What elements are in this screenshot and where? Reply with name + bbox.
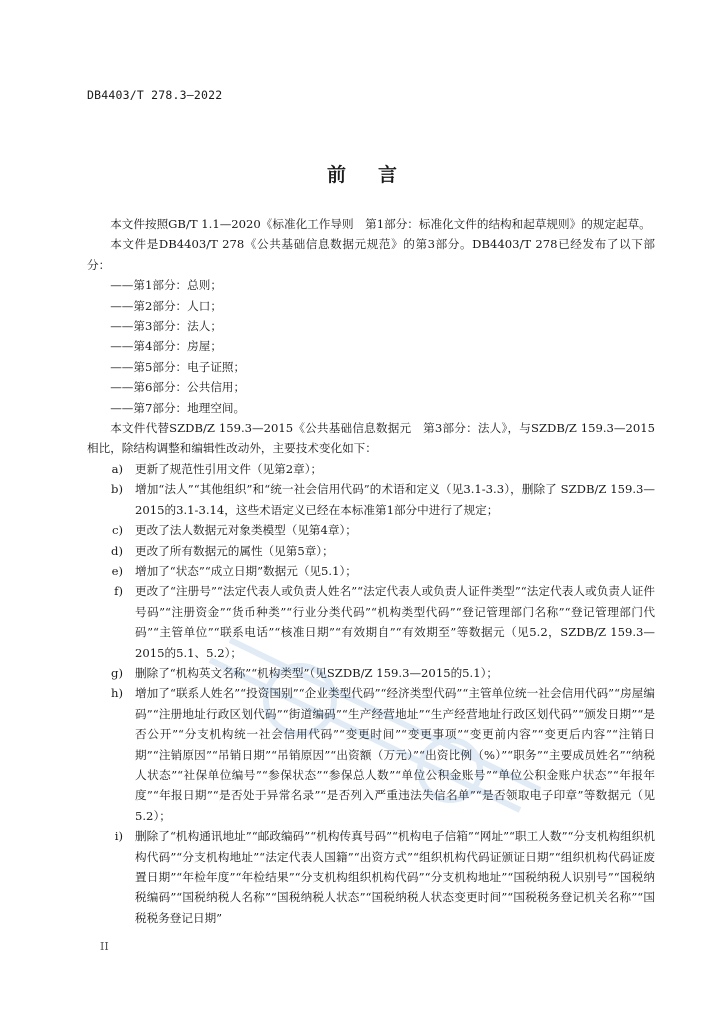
list-item: ——第7部分：地理空间。 bbox=[110, 400, 246, 415]
change-item bbox=[87, 663, 655, 683]
change-item bbox=[87, 581, 655, 663]
change-text: 更改了所有数据元的属性（见第5章）； bbox=[135, 543, 334, 558]
change-text: 删除了“机构通讯地址”“邮政编码”“机构传真号码”“机构电子信箱”“网址”“职工人数”“分支机构组织机构代码”“分支机构地址”“法定代表人国籍”“出资方式”“组织机构代码证颁证日期”“组织机构代码证废置日期”“年检年度”“年检结果”“分支机构组织机构代码”“分支机构地址”“国税纳税人识别号”“国税纳税编码”“国税纳税人名称”“国税纳税人状态”“国税纳税人状态变更时间”“国税税务登记机关名称”“国税税务登记日期” bbox=[135, 829, 655, 925]
change-item bbox=[87, 520, 655, 540]
list-item: ——第2部分：人口； bbox=[110, 298, 222, 313]
list-item: ——第6部分：公共信用； bbox=[110, 380, 246, 395]
change-text: 更改了法人数据元对象类模型（见第4章）； bbox=[135, 523, 357, 538]
change-item bbox=[87, 826, 655, 928]
document-id: DB4403/T 278.3—2022 bbox=[87, 88, 223, 102]
change-text: 增加“法人”“其他组织”和“统一社会信用代码”的术语和定义（见3.1-3.3），删除了 SZDB/Z 159.3—2015的3.1-3.14，这些术语定义已经在本标准第1部分中进行了规定； bbox=[135, 482, 655, 517]
change-item bbox=[87, 479, 655, 520]
change-item bbox=[87, 459, 655, 479]
change-label: f) bbox=[114, 584, 123, 599]
change-label: b) bbox=[111, 482, 123, 497]
change-label: d) bbox=[111, 543, 123, 558]
change-label: h) bbox=[111, 686, 123, 701]
page-title: 前言 bbox=[326, 164, 429, 186]
change-text: 更新了规范性引用文件（见第2章）； bbox=[135, 461, 323, 476]
change-item bbox=[87, 683, 655, 826]
change-item bbox=[87, 561, 655, 581]
change-label: i) bbox=[114, 829, 123, 844]
list-item: ——第3部分：法人； bbox=[110, 319, 222, 334]
replace-paragraph: 本文件代替SZDB/Z 159.3—2015《公共基础信息数据元 第3部分：法人》，与SZDB/Z 159.3—2015相比，除结构调整和编辑性改动外，主要技术变化如下： bbox=[87, 421, 655, 456]
intro-paragraph: 本文件是DB4403/T 278《公共基础信息数据元规范》的第3部分。DB4403/T 278已经发布了以下部分： bbox=[87, 237, 655, 272]
change-label: g) bbox=[111, 665, 123, 680]
change-text: 更改了“注册号”“法定代表人或负责人姓名”“法定代表人或负责人证件类型”“法定代表人或负责人证件号码”“注册资金”“货币种类”“行业分类代码”“机构类型代码”“登记管理部门名称”“登记管理部门代码”“主管单位”“联系电话”“核准日期”“有效期自”“有效期至”等数据元（见5.2，SZDB/Z 159.3—2015的5.1、5.2）； bbox=[135, 584, 655, 660]
list-item: ——第4部分：房屋； bbox=[110, 339, 222, 354]
list-item: ——第1部分：总则； bbox=[110, 278, 222, 293]
change-text: 增加了“状态”“成立日期”数据元（见5.1）； bbox=[135, 563, 357, 578]
page-number: II bbox=[100, 940, 109, 953]
change-label: a) bbox=[111, 461, 123, 476]
change-label: e) bbox=[111, 563, 123, 578]
change-item bbox=[87, 541, 655, 561]
change-label: c) bbox=[111, 523, 123, 538]
change-text: 删除了“机构英文名称”“机构类型”（见SZDB/Z 159.3—2015的5.1）； bbox=[135, 665, 498, 680]
document-body bbox=[87, 214, 655, 928]
list-item: ——第5部分：电子证照； bbox=[110, 359, 246, 374]
intro-paragraph: 本文件按照GB/T 1.1—2020《标准化工作导则 第1部分：标准化文件的结构和起草规则》的规定起草。 bbox=[110, 217, 651, 231]
change-text: 增加了“联系人姓名”“投资国别”“企业类型代码”“经济类型代码”“主管单位统一社会信用代码”“房屋编码”“注册地址行政区划代码”“街道编码”“生产经营地址”“生产经营地址行政区划代码”“颁发日期”“是否公开”“分支机构统一社会信用代码”“变更时间”“变更事项”“变更前内容”“变更后内容”“注销日期”“注销原因”“吊销日期”“吊销原因”“出资额（万元）”“出资比例（%）”“职务”“主要成员姓名”“纳税人状态”“社保单位编号”“参保状态”“参保总人数”“单位公积金账号”“单位公积金账户状态”“年报年度”“年报日期”“是否处于异常名录”“是否列入严重违法失信名单”“是否领取电子印章”等数据元（见5.2）； bbox=[135, 686, 655, 823]
